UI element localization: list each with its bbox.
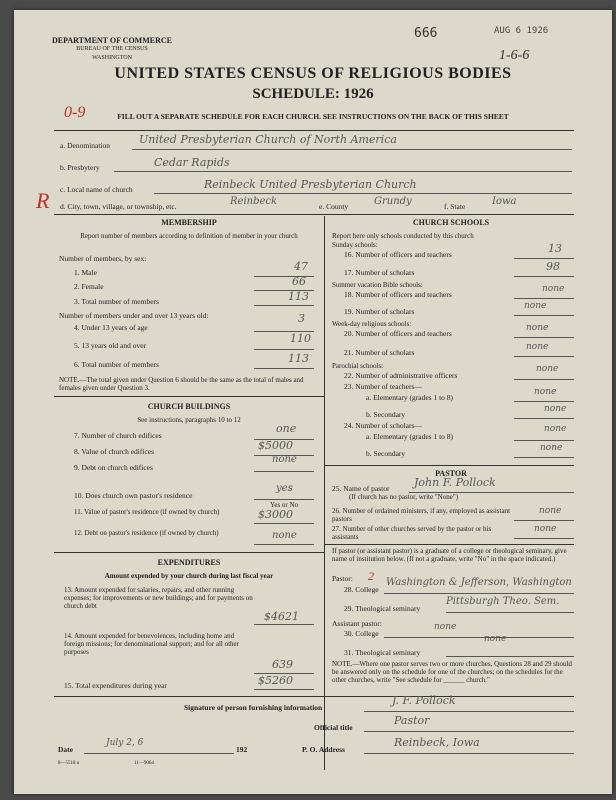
q31-line — [446, 656, 574, 657]
q29-label: 29. Theological seminary — [344, 604, 421, 613]
print-number: 11—9064 — [134, 761, 154, 766]
q6-label: 6. Total number of members — [74, 360, 159, 369]
q19-line — [514, 315, 574, 316]
instructions: FILL OUT A SEPARATE SCHEDULE FOR EACH CHURCH. SEE INSTRUCTIONS ON THE BACK OF THIS SHEET — [117, 112, 509, 121]
pastor-label: Pastor: — [332, 574, 353, 583]
q31-value: none — [484, 634, 507, 644]
q26-label: 26. Number of ordained ministers, if any, employed as assistant pastors — [332, 507, 511, 523]
bureau-name: BUREAU OF THE CENSUS — [76, 46, 148, 52]
q23b-value: none — [544, 404, 567, 414]
q3-line — [254, 305, 314, 306]
q23a-value: none — [534, 387, 557, 397]
divider — [324, 544, 574, 545]
q12-value: none — [272, 530, 297, 541]
q20-label: 20. Number of officers and teachers — [344, 329, 452, 338]
q31-label: 31. Theological seminary — [344, 648, 421, 657]
buildings-heading: CHURCH BUILDINGS — [147, 402, 231, 411]
q13-line — [254, 624, 314, 625]
q6-line — [254, 368, 314, 369]
pastor-heading: PASTOR — [435, 469, 467, 478]
handwritten-code: 1-6-6 — [499, 48, 530, 63]
q14-label: 14. Amount expended for benevolences, including home and foreign missions; for denominational support; and for all other purposes — [64, 632, 239, 656]
city-value: Reinbeck — [230, 196, 278, 207]
q27-label: 27. Number of other churches served by the pastor or his assistants — [332, 525, 492, 541]
expenditures-note: Amount expended by your church during last fiscal year — [104, 572, 274, 580]
signature-line — [364, 711, 574, 712]
q8-value: $5000 — [258, 439, 293, 452]
date-value: July 2, 6 — [106, 738, 144, 748]
q17-line — [514, 276, 574, 277]
q10-line — [254, 499, 314, 500]
po-address-value: Reinbeck, Iowa — [394, 736, 480, 749]
state-label: f. State — [444, 202, 466, 211]
form-number: 8—5518 a — [58, 761, 79, 766]
q22-value: none — [536, 364, 559, 374]
q4-value: 3 — [298, 312, 305, 325]
schools-heading: CHURCH SCHOOLS — [412, 218, 490, 227]
q24b-label: b. Secondary — [366, 449, 406, 458]
q10-value: yes — [276, 483, 293, 494]
census-form — [14, 10, 612, 794]
q30-value: none — [434, 622, 457, 632]
signature-label: Signature of person furnishing information — [184, 703, 323, 712]
divider — [54, 552, 324, 553]
q10-label: 10. Does church own pastor's residence — [74, 491, 193, 500]
q20-value: none — [526, 323, 549, 333]
official-title-value: Pastor — [394, 714, 430, 727]
q26-value: none — [539, 506, 562, 516]
q29-line — [446, 612, 574, 613]
bureau-city: WASHINGTON — [92, 55, 132, 61]
q9-value: none — [272, 454, 297, 465]
buildings-note: See instructions, paragraphs 10 to 12 — [137, 416, 241, 424]
summer-schools-label: Summer vacation Bible schools: — [332, 281, 423, 289]
weekday-schools-label: Week-day religious schools: — [332, 320, 412, 328]
q6-value: 113 — [288, 352, 309, 365]
q5-label: 5. 13 years old and over — [74, 341, 147, 350]
q26-line — [514, 520, 574, 521]
church-name-line — [154, 193, 572, 194]
college-note: If pastor (or assistant pastor) is a graduate of a college or theological seminary, give name of institution below. (If not a graduate, write "No" in the space indicated.) — [332, 547, 567, 563]
q19-value: none — [524, 301, 547, 311]
q5-value: 110 — [290, 332, 311, 345]
presbytery-value: Cedar Rapids — [154, 156, 230, 169]
divider — [324, 465, 574, 466]
date-label: Date — [58, 745, 73, 754]
q15-value: $5260 — [258, 674, 293, 687]
stamp-date: AUG 6 1926 — [494, 26, 549, 36]
county-label: e. County — [319, 202, 349, 211]
q2-value: 66 — [292, 275, 306, 288]
q16-value: 13 — [548, 242, 562, 255]
q5-line — [254, 349, 314, 350]
q4-label: 4. Under 13 years of age — [74, 323, 148, 332]
stamp-number: 666 — [414, 26, 438, 41]
expenditures-heading: EXPENDITURES — [157, 558, 221, 567]
members-by-sex-label: Number of members, by sex: — [59, 254, 147, 263]
q25-hint: (If church has no pastor, write "None") — [349, 493, 459, 501]
red-annotation: 0-9 — [64, 104, 86, 121]
q23b-label: b. Secondary — [366, 410, 406, 419]
q11-line — [254, 523, 314, 524]
q28-line — [384, 593, 574, 594]
divider — [54, 130, 574, 131]
department-header — [52, 36, 172, 63]
denomination-line — [132, 149, 572, 150]
schools-note: Report here only schools conducted by this church — [332, 232, 474, 240]
q7-value: one — [276, 422, 297, 435]
church-name-label: c. Local name of church — [60, 185, 133, 194]
department-name: DEPARTMENT OF COMMERCE — [52, 36, 173, 45]
q24a-line — [514, 440, 574, 441]
q28-value: Washington & Jefferson, Washington — [386, 577, 572, 588]
q14-value: 639 — [272, 658, 293, 671]
divider — [54, 696, 574, 697]
q23a-label: a. Elementary (grades 1 to 8) — [366, 393, 454, 402]
q22-label: 22. Number of administrative officers — [344, 371, 458, 380]
q23a-line — [514, 401, 574, 402]
q11-label: 11. Value of pastor's residence (if owned by church) — [74, 508, 220, 516]
membership-note: Report number of members according to definition of member in your church — [80, 232, 298, 240]
membership-footnote: NOTE.—The total given under Question 6 should be the same as the total of males and females given under Question 3. — [59, 376, 304, 392]
q12-label: 12. Debt on pastor's residence (if owned by church) — [74, 529, 219, 537]
po-address-label: P. O. Address — [302, 745, 345, 754]
q18-value: none — [542, 284, 565, 294]
q23-label: 23. Number of teachers— — [344, 382, 422, 391]
q17-value: 98 — [546, 260, 560, 273]
form-title: UNITED STATES CENSUS OF RELIGIOUS BODIES — [114, 65, 512, 82]
q29-value: Pittsburgh Theo. Sem. — [446, 596, 560, 607]
red-pastor-mark: 2 — [368, 569, 374, 583]
q30-label: 30. College — [344, 629, 379, 638]
form-schedule: SCHEDULE: 1926 — [252, 86, 374, 102]
divider — [54, 214, 574, 215]
q20-line — [514, 337, 574, 338]
q1-label: 1. Male — [74, 268, 97, 277]
red-check-mark: R — [36, 188, 50, 213]
q18-label: 18. Number of officers and teachers — [344, 290, 452, 299]
q9-line — [254, 471, 314, 472]
q15-line — [254, 689, 314, 690]
sunday-schools-label: Sunday schools: — [332, 241, 378, 249]
q21-value: none — [526, 342, 549, 352]
q28-label: 28. College — [344, 585, 379, 594]
q22-line — [514, 379, 574, 380]
q25-value: John F. Pollock — [414, 476, 496, 489]
city-label: d. City, town, village, or township, etc. — [60, 202, 177, 211]
q24-label: 24. Number of scholars— — [344, 421, 422, 430]
state-value: Iowa — [492, 196, 517, 207]
q8-label: 8. Value of church edifices — [74, 447, 155, 456]
official-title-line — [364, 731, 574, 732]
q21-label: 21. Number of scholars — [344, 348, 415, 357]
church-name-value: Reinbeck United Presbyterian Church — [204, 178, 417, 191]
denomination-value: United Presbyterian Church of North America — [139, 133, 397, 146]
presbytery-line — [114, 171, 572, 172]
q12-line — [254, 544, 314, 545]
q16-label: 16. Number of officers and teachers — [344, 250, 452, 259]
age-label: Number of members under and over 13 years old: — [59, 311, 209, 320]
date-line — [84, 753, 234, 754]
q17-label: 17. Number of scholars — [344, 268, 415, 277]
signature-value: J. F. Pollock — [392, 694, 456, 707]
column-divider — [324, 216, 325, 770]
po-address-line — [364, 753, 574, 754]
q27-line — [514, 538, 574, 539]
denomination-label: a. Denomination — [60, 141, 110, 150]
q11-value: $3000 — [258, 508, 293, 521]
presbytery-label: b. Presbytery — [60, 163, 100, 172]
pastor-footnote: NOTE.—Where one pastor serves two or more churches, Questions 28 and 29 should be answered only on the schedule for one of the churches; on the schedules for the other churches, write "See schedule for ______ church." — [332, 660, 572, 684]
year-label: 192 — [236, 745, 248, 754]
q2-label: 2. Female — [74, 282, 104, 291]
q13-value: $4621 — [264, 610, 299, 623]
q19-label: 19. Number of scholars — [344, 307, 415, 316]
q7-label: 7. Number of church edifices — [74, 431, 162, 440]
q27-value: none — [534, 524, 557, 534]
yes-or-no-hint: Yes or No — [270, 501, 299, 509]
divider — [54, 396, 324, 397]
q24b-line — [514, 457, 574, 458]
county-value: Grundy — [374, 196, 412, 207]
q30-line — [384, 637, 574, 638]
q3-label: 3. Total number of members — [74, 297, 159, 306]
assistant-pastor-label: Assistant pastor: — [332, 619, 382, 628]
q24a-label: a. Elementary (grades 1 to 8) — [366, 432, 454, 441]
official-title-label: Official title — [314, 723, 353, 732]
q21-line — [514, 356, 574, 357]
q3-value: 113 — [288, 290, 309, 303]
membership-heading: MEMBERSHIP — [161, 218, 217, 227]
q25-label: 25. Name of pastor — [332, 484, 390, 493]
q9-label: 9. Debt on church edifices — [74, 463, 153, 472]
q23b-line — [514, 418, 574, 419]
q16-line — [514, 258, 574, 259]
q13-label: 13. Amount expended for salaries, repairs, and other running expenses; for improvements or new buildings; and for payments on church debt — [64, 586, 253, 610]
parochial-schools-label: Parochial schools: — [332, 362, 384, 370]
q18-line — [514, 298, 574, 299]
q24a-value: none — [544, 424, 567, 434]
q24b-value: none — [540, 443, 563, 453]
q1-value: 47 — [294, 260, 308, 273]
q15-label: 15. Total expenditures during year — [64, 681, 167, 690]
